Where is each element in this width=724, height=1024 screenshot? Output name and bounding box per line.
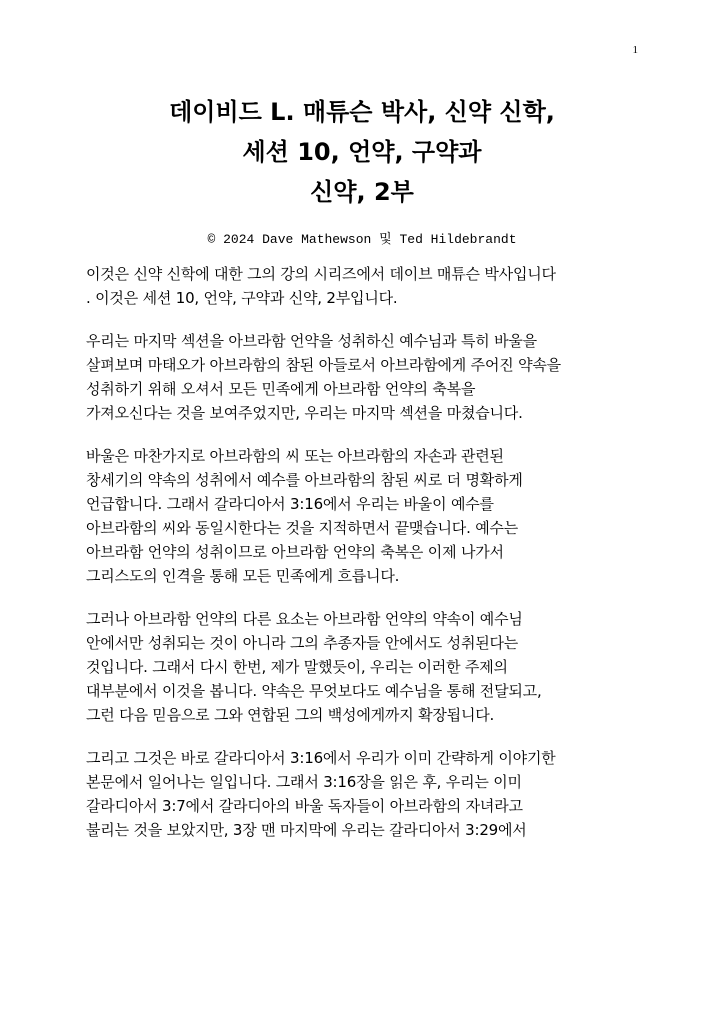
text-line: 대부분에서 이것을 봅니다. 약속은 무엇보다도 예수님을 통해 전달되고, [86, 682, 542, 700]
text-line: 이것은 신약 신학에 대한 그의 강의 시리즈에서 데이브 매튜슨 박사입니다 [86, 265, 556, 283]
text-line: 그리고 그것은 바로 갈라디아서 3:16에서 우리가 이미 간략하게 이야기한 [86, 749, 556, 767]
text-line: 바울은 마찬가지로 아브라함의 씨 또는 아브라함의 자손과 관련된 [86, 447, 504, 465]
text-line: 창세기의 약속의 성취에서 예수를 아브라함의 참된 씨로 더 명확하게 [86, 471, 523, 489]
text-line: 가져오신다는 것을 보여주었지만, 우리는 마지막 섹션을 마쳤습니다. [86, 404, 523, 422]
document-title [60, 92, 664, 212]
paragraph [86, 444, 646, 588]
text-line: 아브라함 언약의 성취이므로 아브라함 언약의 축복은 이제 나가서 [86, 543, 504, 561]
paragraph [86, 262, 646, 310]
title-line: 세션 10, 언약, 구약과 [242, 138, 482, 166]
title-line: 신약, 2부 [310, 178, 414, 206]
copyright-notice: © 2024 Dave Mathewson 및 Ted Hildebrandt [207, 232, 517, 247]
text-line: 본문에서 일어나는 일입니다. 그래서 3:16장을 읽은 후, 우리는 이미 [86, 773, 522, 791]
paragraph [86, 607, 646, 727]
text-line: . 이것은 세션 10, 언약, 구약과 신약, 2부입니다. [86, 289, 398, 307]
text-line: 그리스도의 인격을 통해 모든 민족에게 흐릅니다. [86, 567, 400, 585]
text-line: 그러나 아브라함 언약의 다른 요소는 아브라함 언약의 약속이 예수님 [86, 610, 523, 628]
paragraph [86, 329, 646, 425]
text-line: 우리는 마지막 섹션을 아브라함 언약을 성취하신 예수님과 특히 바울을 [86, 332, 537, 350]
paragraph [86, 746, 646, 842]
text-line: 갈라디아서 3:7에서 갈라디아의 바울 독자들이 아브라함의 자녀라고 [86, 797, 523, 815]
text-line: 그런 다음 믿음으로 그와 연합된 그의 백성에게까지 확장됩니다. [86, 706, 495, 724]
text-line: 살펴보며 마태오가 아브라함의 참된 아들로서 아브라함에게 주어진 약속을 [86, 356, 561, 374]
text-line: 성취하기 위해 오셔서 모든 민족에게 아브라함 언약의 축복을 [86, 380, 476, 398]
page-number: 1 [632, 44, 638, 56]
text-line: 아브라함의 씨와 동일시한다는 것을 지적하면서 끝맺습니다. 예수는 [86, 519, 519, 537]
text-line: 것입니다. 그래서 다시 한번, 제가 말했듯이, 우리는 이러한 주제의 [86, 658, 508, 676]
text-line: 안에서만 성취되는 것이 아니라 그의 추종자들 안에서도 성취된다는 [86, 634, 519, 652]
text-line: 불리는 것을 보았지만, 3장 맨 마지막에 우리는 갈라디아서 3:29에서 [86, 821, 527, 839]
title-line: 데이비드 L. 매튜슨 박사, 신약 신학, [169, 98, 555, 126]
text-line: 언급합니다. 그래서 갈라디아서 3:16에서 우리는 바울이 예수를 [86, 495, 494, 513]
document-body [86, 262, 646, 861]
